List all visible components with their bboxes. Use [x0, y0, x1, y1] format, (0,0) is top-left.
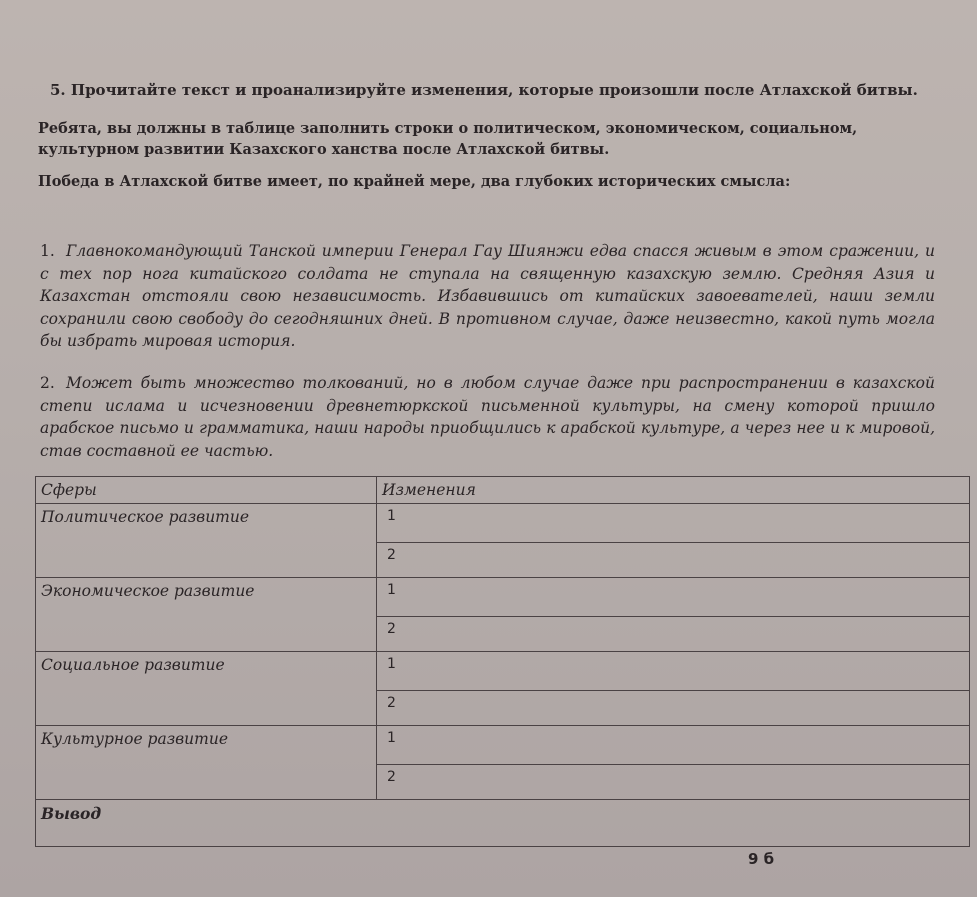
conclusion-cell[interactable]: Вывод	[36, 800, 970, 847]
table-row	[36, 504, 970, 543]
point-1	[40, 240, 935, 353]
point-text: Главнокомандующий Танской империи Генерал Гау Шиянжи едва спасся живым в этом сражении, и с тех пор нога китайского солдата не ступала на священную казахскую землю. Средняя Азия и Казахстан отстояли свою независимость. Избавившись от китайских завоевателей, наши земли сохранили свою свободу до сегодняшних дней. В противном случае, даже неизвестно, какой путь могла бы избрать мировая история.	[40, 242, 935, 350]
change-cell-2[interactable]: 2	[377, 617, 970, 652]
change-cell-2[interactable]: 2	[377, 765, 970, 800]
sphere-cell: Политическое развитие	[36, 504, 377, 578]
change-cell-1[interactable]: 1	[377, 726, 970, 765]
change-cell-2[interactable]: 2	[377, 691, 970, 726]
sphere-cell: Культурное развитие	[36, 726, 377, 800]
table-header-row	[36, 477, 970, 504]
task-number: 5.	[50, 81, 66, 99]
change-cell-2[interactable]: 2	[377, 543, 970, 578]
change-cell-1[interactable]: 1	[377, 504, 970, 543]
sphere-cell: Социальное развитие	[36, 652, 377, 726]
changes-table	[35, 476, 970, 847]
victory-statement: Победа в Атлахской битве имеет, по крайней мере, два глубоких исторических смысла:	[38, 173, 791, 190]
page-number: 9 б	[748, 850, 775, 868]
instruction-text: Ребята, вы должны в таблице заполнить строки о политическом, экономическом, социальном, культурном развитии Казахского ханства после Атлахской битвы.	[38, 120, 858, 158]
change-cell-1[interactable]: 1	[377, 578, 970, 617]
task-title: Прочитайте текст и проанализируйте изменения, которые произошли после Атлахской битвы.	[70, 81, 918, 99]
table-row	[36, 578, 970, 617]
sphere-cell: Экономическое развитие	[36, 578, 377, 652]
point-2	[40, 372, 935, 462]
header-spheres: Сферы	[36, 477, 377, 504]
point-text: Может быть множество толкований, но в любом случае даже при распространении в казахской степи ислама и исчезновении древнетюркской письменной культуры, на смену которой пришло арабское письмо и грамматика, наши народы приобщились к арабской культуре, а через нее и к мировой, став составной ее частью.	[40, 374, 935, 460]
header-changes: Изменения	[377, 477, 970, 504]
task-heading	[50, 80, 950, 100]
table-row	[36, 652, 970, 691]
point-number: 2.	[40, 374, 55, 392]
change-cell-1[interactable]: 1	[377, 652, 970, 691]
conclusion-row	[36, 800, 970, 847]
table-row	[36, 726, 970, 765]
point-number: 1.	[40, 242, 55, 260]
